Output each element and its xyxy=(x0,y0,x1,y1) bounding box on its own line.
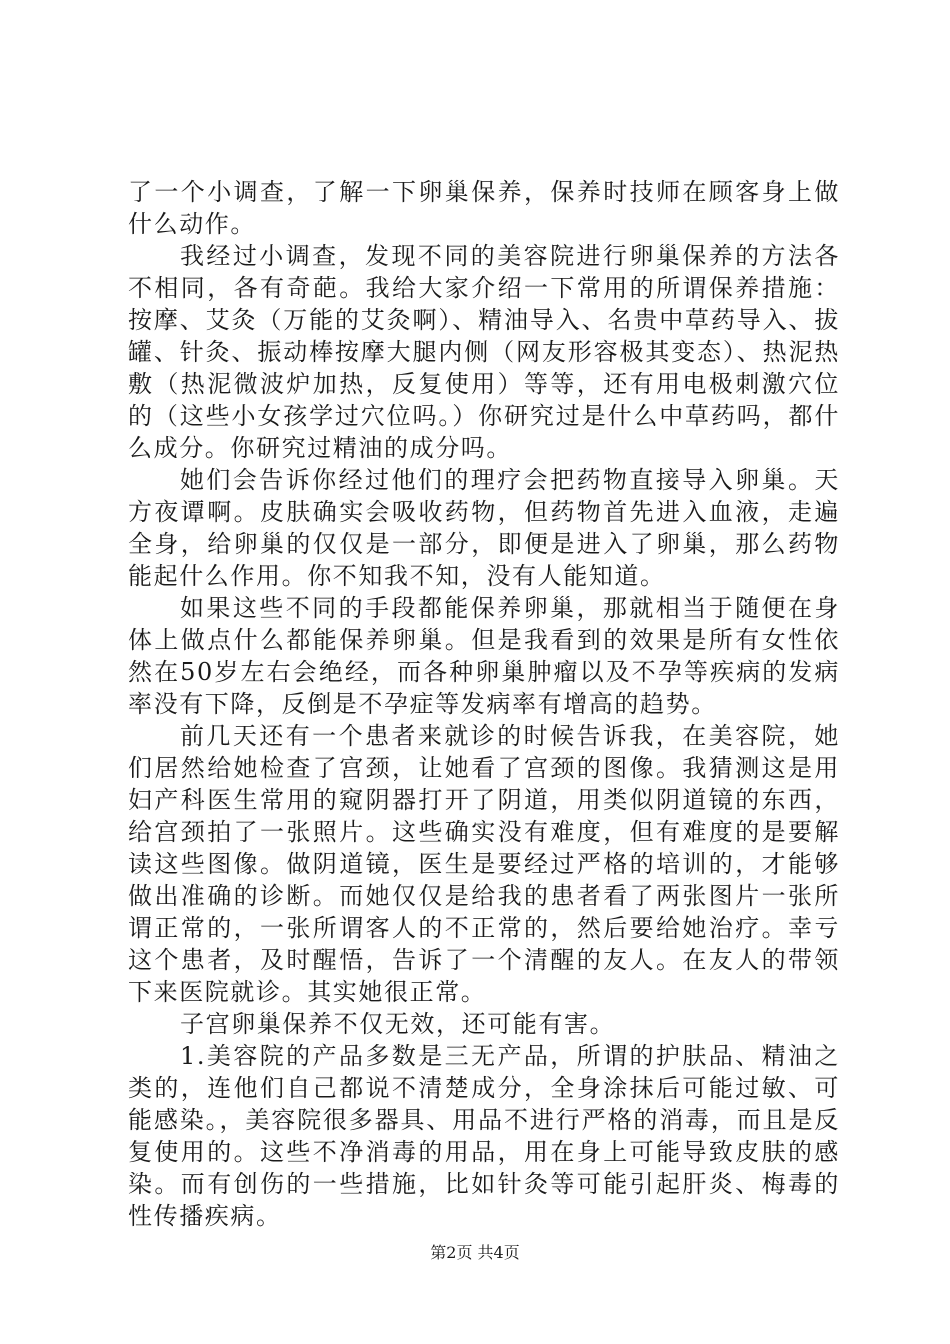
paragraph: 1.美容院的产品多数是三无产品，所谓的护肤品、精油之类的，连他们自己都说不清楚成分，全身涂抹后可能过敏、可能感染。，美容院很多器具、用品不进行严格的消毒，而且是反复使用的。这些不净消毒的用品，用在身上可能导致皮肤的感染。而有创伤的一些措施，比如针灸等可能引起肝炎、梅毒的性传播疾病。 xyxy=(128,1042,840,1230)
paragraph: 我经过小调查，发现不同的美容院进行卵巢保养的方法各不相同，各有奇葩。我给大家介绍一下常用的所谓保养措施：按摩、艾灸（万能的艾灸啊）、精油导入、名贵中草药导入、拔罐、针灸、振动棒按摩大腿内侧（网友形容极其变态）、热泥热敷（热泥微波炉加热，反复使用）等等，还有用电极刺激穴位的（这些小女孩学过穴位吗。）你研究过是什么中草药吗，都什么成分。你研究过精油的成分吗。 xyxy=(128,242,840,462)
paragraph: 她们会告诉你经过他们的理疗会把药物直接导入卵巢。天方夜谭啊。皮肤确实会吸收药物，但药物首先进入血液，走遍全身，给卵巢的仅仅是一部分，即便是进入了卵巢，那么药物能起什么作用。你不知我不知，没有人能知道。 xyxy=(128,466,840,590)
paragraph: 前几天还有一个患者来就诊的时候告诉我，在美容院，她们居然给她检查了宫颈，让她看了宫颈的图像。我猜测这是用妇产科医生常用的窥阴器打开了阴道，用类似阴道镜的东西，给宫颈拍了一张照片。这些确实没有难度，但有难度的是要解读这些图像。做阴道镜，医生是要经过严格的培训的，才能够做出准确的诊断。而她仅仅是给我的患者看了两张图片一张所谓正常的，一张所谓客人的不正常的，然后要给她治疗。幸亏这个患者，及时醒悟，告诉了一个清醒的友人。在友人的带领下来医院就诊。其实她很正常。 xyxy=(128,722,840,1006)
document-body xyxy=(128,176,840,1232)
paragraph: 子宫卵巢保养不仅无效，还可能有害。 xyxy=(180,1010,616,1038)
paragraph: 了一个小调查，了解一下卵巢保养，保养时技师在顾客身上做什么动作。 xyxy=(128,178,840,238)
page-number: 第2页 共4页 xyxy=(430,1243,520,1262)
paragraph: 如果这些不同的手段都能保养卵巢，那就相当于随便在身体上做点什么都能保养卵巢。但是我看到的效果是所有女性依然在50岁左右会绝经，而各种卵巢肿瘤以及不孕等疾病的发病率没有下降，反倒是不孕症等发病率有增高的趋势。 xyxy=(128,594,840,718)
